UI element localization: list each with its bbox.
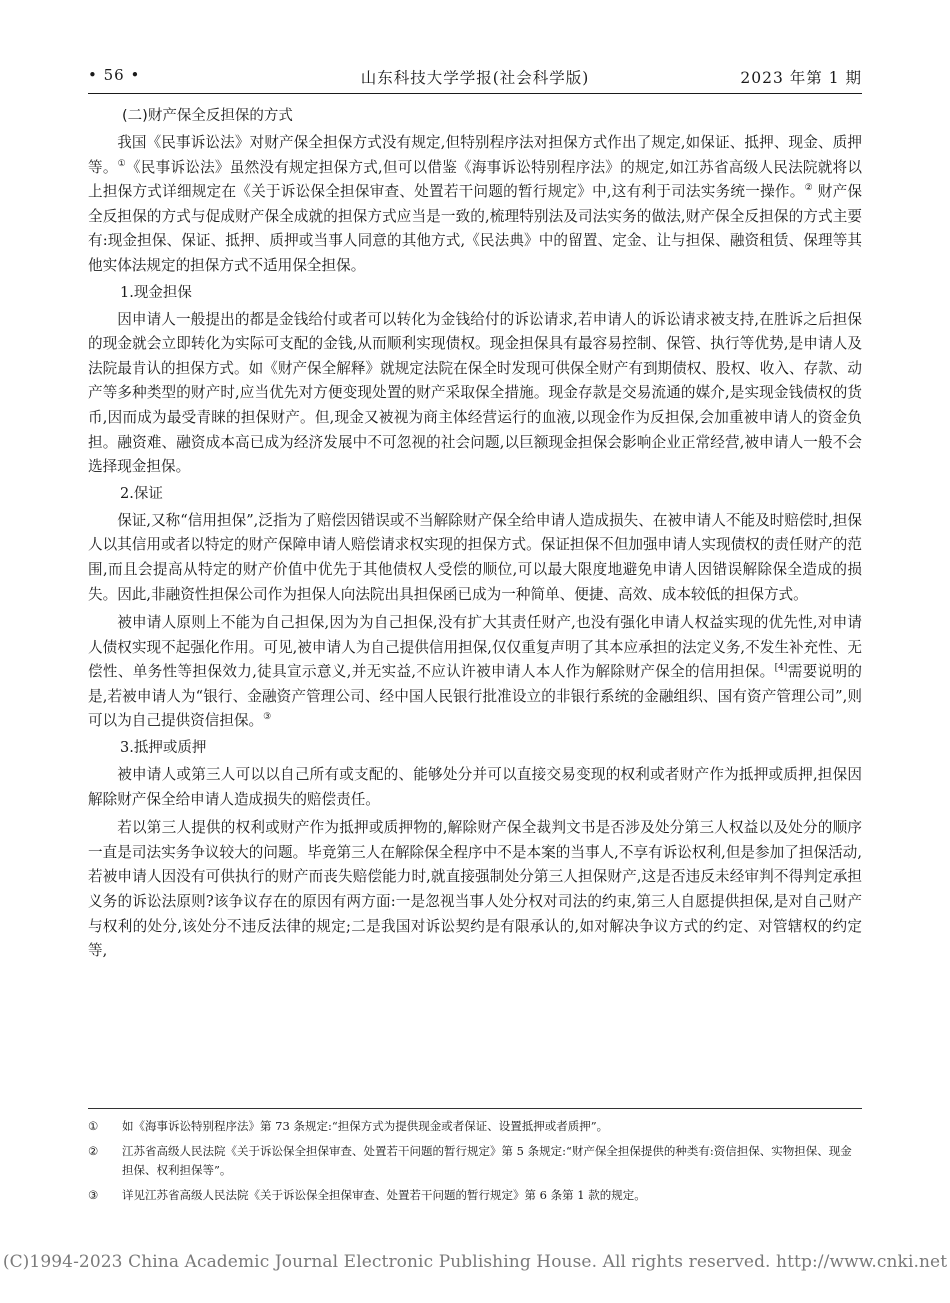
footnote-mark: ① [88, 1119, 99, 1133]
footnote-ref-3[interactable]: ③ [263, 712, 272, 723]
intro-text-2: 《民事诉讼法》虽然没有规定担保方式,但可以借鉴《海事诉讼特别程序法》的规定,如江苏省高级人民法院就将以上担保方式详细规定在《关于诉讼保全担保审查、处置若干问题的暂行规定》中,这有利于司法实务统一操作。 [88, 158, 862, 201]
pledge-paragraph-1: 被申请人或第三人可以以自己所有或支配的、能够处分并可以直接交易变现的权利或者财产作为抵押或质押,担保因解除财产保全给申请人造成损失的赔偿责任。 [88, 766, 862, 808]
copyright-notice: (C)1994-2023 China Academic Journal Electronic Publishing House. All rights reserved. http://www.cnki.net [2, 1252, 948, 1272]
guarantee-text-a: 被申请人原则上不能为自己担保,因为为自己担保,没有扩大其责任财产,也没有强化申请人权益实现的优先性,对申请人债权实现不起强化作用。可见,被申请人为自己提供信用担保,仅仅重复声明了其本应承担的法定义务,不发生补充性、无偿性、单务性等担保效力,徒具宣示意义,并无实益,不应认许被申请人本人作为解除财产保全的信用担保。 [88, 614, 862, 681]
citation-ref-4[interactable]: [4] [774, 663, 788, 674]
footnote-text: 如《海事诉讼特别程序法》第 73 条规定:“担保方式为提供现金或者保证、设置抵押或者质押”。 [122, 1119, 609, 1133]
footnote-ref-2[interactable]: ② [804, 183, 813, 194]
pledge-paragraph-2: 若以第三人提供的权利或财产作为抵押或质押物的,解除财产保全裁判文书是否涉及处分第三人权益以及处分的顺序一直是司法实务争议较大的问题。毕竟第三人在解除保全程序中不是本案的当事人,不享有诉讼权利,但是参加了担保活动,若被申请人因没有可供执行的财产而丧失赔偿能力时,就直接强制处分第三人担保财产,这是否违反未经审判不得判定承担义务的诉讼法原则?该争议存在的原因有两方面:一是忽视当事人处分权对司法的约束,第三人自愿提供担保,是对自己财产与权利的处分,该处分不违反法律的规定;二是我国对诉讼契约是有限承认的,如对解决争议方式的约定、对管辖权的约定等, [88, 819, 862, 960]
footnote-item [88, 1186, 862, 1205]
intro-paragraph [88, 131, 862, 279]
journal-title: 山东科技大学学报(社会科学版) [360, 69, 590, 87]
section-heading: (二)财产保全反担保的方式 [122, 108, 293, 124]
article-body [88, 104, 862, 964]
footnote-text: 江苏省高级人民法院《关于诉讼保全担保审查、处置若干问题的暂行规定》第 5 条规定:“财产保全担保提供的种类有:资信担保、实物担保、现金担保、权利担保等”。 [122, 1144, 852, 1177]
running-header [88, 60, 862, 94]
subheading-guarantee: 2.保证 [120, 485, 163, 502]
subheading-cash: 1.现金担保 [120, 284, 192, 301]
issue-label: 2023 年第 1 期 [740, 69, 862, 87]
footnote-ref-1[interactable]: ① [117, 158, 126, 169]
guarantee-text-b: 需要说明的是,若被申请人为“银行、金融资产管理公司、经中国人民银行批准设立的非银行系统的金融组织、国有资产管理公司”,则可以为自己提供资信担保。 [88, 663, 862, 730]
subheading-pledge: 3.抵押或质押 [120, 740, 207, 757]
footnotes [88, 1117, 862, 1211]
page-number: • 56 • [88, 66, 141, 84]
intro-text-3: 财产保全反担保的方式与促成财产保全成就的担保方式应当是一致的,梳理特别法及司法实务的做法,财产保全反担保的方式主要有:现金担保、保证、抵押、质押或当事人同意的其他方式,《民法典》中的留置、定金、让与担保、融资租赁、保理等其他实体法规定的担保方式不适用保全担保。 [88, 183, 862, 274]
guarantee-paragraph-1: 保证,又称“信用担保”,泛指为了赔偿因错误或不当解除财产保全给申请人造成损失、在被申请人不能及时赔偿时,担保人以其信用或者以特定的财产保障申请人赔偿请求权实现的担保方式。保证担保不但加强申请人实现债权的责任财产的范围,而且会提高从特定的财产价值中优先于其他债权人受偿的顺位,可以最大限度地避免申请人因错误解除保全造成的损失。因此,非融资性担保公司作为担保人向法院出具担保函已成为一种简单、便捷、高效、成本较低的担保方式。 [88, 511, 862, 603]
intro-text-1: 我国《民事诉讼法》对财产保全担保方式没有规定,但特别程序法对担保方式作出了规定,如保证、抵押、现金、质押等。 [88, 134, 862, 176]
footnote-mark: ③ [88, 1188, 99, 1202]
footnote-item [88, 1117, 862, 1136]
guarantee-paragraph-2 [88, 611, 862, 734]
footnote-divider [88, 1108, 862, 1109]
cash-paragraph: 因申请人一般提出的都是金钱给付或者可以转化为金钱给付的诉讼请求,若申请人的诉讼请求被支持,在胜诉之后担保的现金就会立即转化为实际可支配的金钱,从而顺利实现债权。现金担保具有最容易控制、保管、执行等优势,是申请人及法院最肯认的担保方式。如《财产保全解释》就规定法院在保全时发现可供保全财产有到期债权、股权、收入、存款、动产等多种类型的财产时,应当优先对方便变现处置的财产采取保全措施。现金存款是交易流通的媒介,是实现金钱债权的货币,因而成为最受青睐的担保财产。但,现金又被视为商主体经营运行的血液,以现金作为反担保,会加重被申请人的资金负担。融资难、融资成本高已成为经济发展中不可忽视的社会问题,以巨额现金担保会影响企业正常经营,被申请人一般不会选择现金担保。 [88, 310, 862, 476]
footnote-text: 详见江苏省高级人民法院《关于诉讼保全担保审查、处置若干问题的暂行规定》第 6 条第 1 款的规定。 [122, 1188, 646, 1202]
header-rule [88, 93, 862, 94]
footnote-item [88, 1142, 862, 1180]
footnote-mark: ② [88, 1144, 99, 1158]
